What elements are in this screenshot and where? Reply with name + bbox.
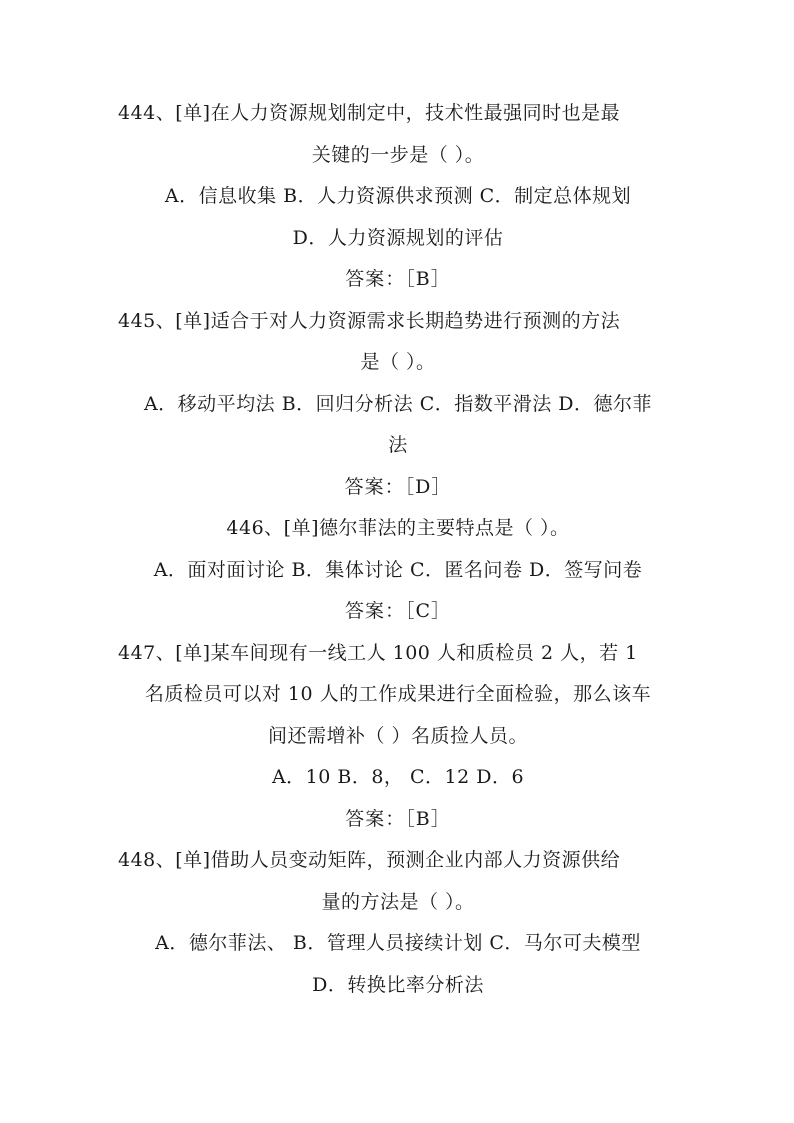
question-options: A．面对面讨论 B．集体讨论 C．匿名问卷 D．签写问卷	[153, 558, 643, 581]
question-stem-continued: 是（ ）。	[360, 351, 436, 373]
question-stem: 446、[单]德尔菲法的主要特点是（ ）。	[226, 517, 570, 539]
question-stem: 447、[单]某车间现有一线工人 100 人和质检员 2 人，若 1	[118, 641, 638, 664]
question-answer: 答案：［B］	[345, 268, 451, 290]
question-options: A．信息收集 B．人力资源供求预测 C．制定总体规划	[164, 185, 632, 207]
question-446	[118, 508, 678, 633]
question-options-continued: 法	[388, 434, 408, 456]
question-447	[118, 633, 678, 841]
question-answer: 答案：［C］	[344, 600, 452, 622]
question-stem: 444、[单]在人力资源规划制定中，技术性最强同时也是最	[118, 102, 621, 124]
question-444	[118, 93, 678, 301]
question-stem: 448、[单]借助人员变动矩阵，预测企业内部人力资源供给	[118, 849, 621, 871]
question-options-continued: D．转换比率分析法	[312, 973, 484, 996]
question-stem: 445、[单]适合于对人力资源需求长期趋势进行预测的方法	[118, 309, 621, 332]
question-stem-continued: 名质检员可以对 10 人的工作成果进行全面检验，那么该车	[144, 683, 652, 705]
question-options: A．10 B．8， C．12 D．6	[271, 766, 525, 788]
question-answer: 答案：［D］	[344, 475, 452, 498]
question-448	[118, 840, 678, 1006]
question-answer: 答案：［B］	[345, 807, 451, 830]
question-options-continued: D．人力资源规划的评估	[292, 226, 504, 249]
question-445	[118, 301, 678, 509]
question-options: A．移动平均法 B．回归分析法 C．指数平滑法 D．德尔菲	[143, 392, 653, 415]
question-stem-continued: 关键的一步是（ ）。	[311, 143, 485, 166]
question-stem-continued: 量的方法是（ ）。	[321, 890, 475, 913]
question-options: A．德尔菲法、 B．管理人员接续计划 C．马尔可夫模型	[155, 932, 641, 954]
document-page	[118, 93, 678, 1006]
question-stem-continued: 间还需增补（ ）名质捡人员。	[267, 724, 529, 747]
